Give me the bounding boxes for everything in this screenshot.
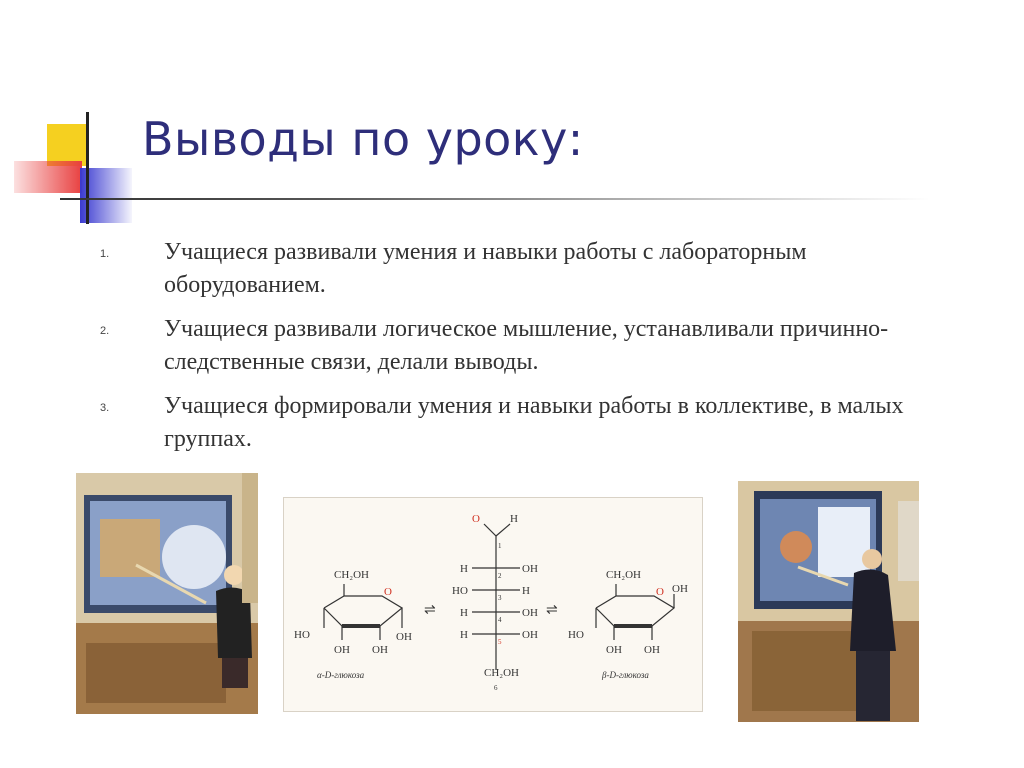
open-chain-aldehyde-o: O bbox=[472, 513, 480, 525]
open-chain-ch2oh: CH₂OH bbox=[484, 667, 520, 679]
alpha-ring-oxygen: O bbox=[384, 586, 392, 598]
beta-glucose-caption: β-D-глюкоза bbox=[602, 670, 649, 680]
list-item bbox=[100, 390, 950, 456]
beta-oh-c2: OH bbox=[644, 644, 660, 656]
alpha-oh-c2: OH bbox=[372, 644, 388, 656]
decor-vertical-line bbox=[86, 112, 89, 224]
decor-red-square bbox=[14, 161, 82, 193]
list-item-number: 2. bbox=[100, 325, 110, 337]
decor-yellow-square bbox=[47, 124, 89, 166]
slide-title: Выводы по уроку: bbox=[142, 112, 584, 166]
open-chain-ho-c3: HO bbox=[452, 585, 468, 597]
alpha-ch2oh-label: CH₂OH bbox=[334, 569, 370, 581]
list-item bbox=[100, 313, 950, 379]
open-chain-glucose bbox=[472, 524, 520, 670]
list-item-text: Учащиеся развивали логическое мышление, устанавливали причинно-следственные связи, делали выводы. bbox=[164, 316, 889, 375]
list-item-number: 1. bbox=[100, 248, 110, 260]
alpha-glucose-caption: α-D-глюкоза bbox=[317, 670, 365, 680]
beta-ring-oxygen: O bbox=[656, 586, 664, 598]
open-chain-c-number: 6 bbox=[494, 684, 498, 692]
alpha-oh-c1: OH bbox=[396, 631, 412, 643]
list-item-text: Учащиеся формировали умения и навыки работы в коллективе, в малых группах. bbox=[164, 393, 904, 452]
equilibrium-arrow-left: ⇌ bbox=[424, 603, 436, 618]
beta-oh-c1: OH bbox=[672, 583, 688, 595]
open-chain-c-number: 3 bbox=[498, 594, 502, 602]
open-chain-h-c5: H bbox=[460, 629, 468, 641]
open-chain-c-number: 1 bbox=[498, 542, 502, 550]
beta-ho-c4: HO bbox=[568, 629, 584, 641]
open-chain-c-number: 5 bbox=[498, 638, 502, 646]
classroom-photo-right bbox=[738, 481, 919, 722]
title-underline bbox=[60, 198, 930, 200]
list-item-number: 3. bbox=[100, 402, 110, 414]
beta-oh-c3: OH bbox=[606, 644, 622, 656]
open-chain-aldehyde-h: H bbox=[510, 513, 518, 525]
conclusions-list bbox=[100, 236, 950, 467]
open-chain-h-c4: H bbox=[460, 607, 468, 619]
open-chain-oh-c4: OH bbox=[522, 607, 538, 619]
equilibrium-arrow-right: ⇌ bbox=[546, 603, 558, 618]
open-chain-oh-c2: OH bbox=[522, 563, 538, 575]
list-item bbox=[100, 236, 950, 302]
classroom-photo-left bbox=[76, 473, 258, 714]
open-chain-oh-c5: OH bbox=[522, 629, 538, 641]
beta-ch2oh-label: CH₂OH bbox=[606, 569, 642, 581]
open-chain-h-c2: H bbox=[460, 563, 468, 575]
alpha-ho-c4: HO bbox=[294, 629, 310, 641]
list-item-text: Учащиеся развивали умения и навыки работы с лабораторным оборудованием. bbox=[164, 239, 807, 298]
open-chain-h-c3: H bbox=[522, 585, 530, 597]
open-chain-c-number: 2 bbox=[498, 572, 502, 580]
glucose-structure-diagram bbox=[283, 497, 703, 712]
open-chain-c-number: 4 bbox=[498, 616, 502, 624]
alpha-oh-c3: OH bbox=[334, 644, 350, 656]
